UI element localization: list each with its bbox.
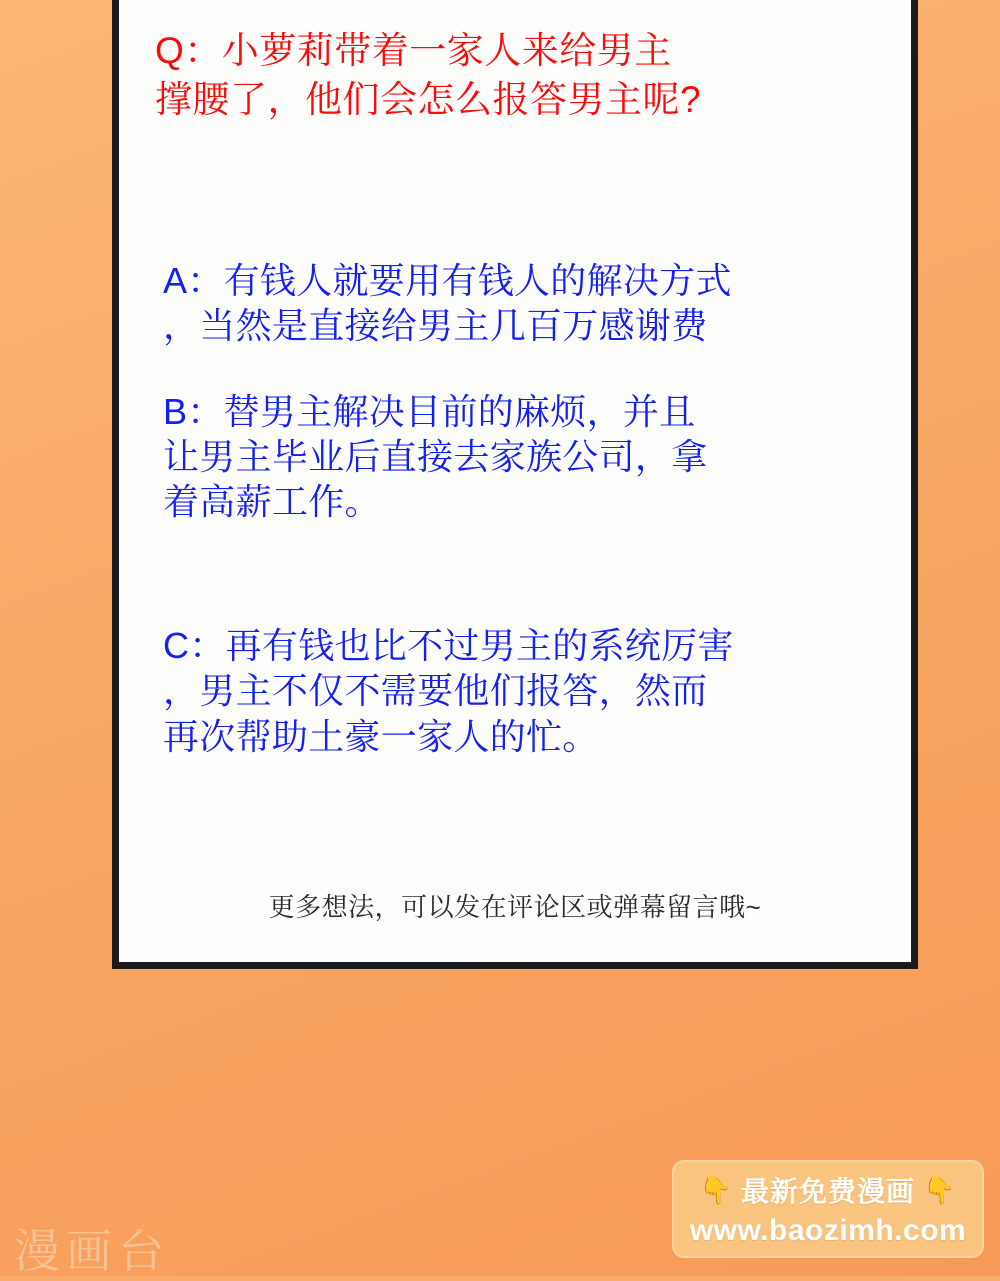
badge-url[interactable]: www.baozimh.com bbox=[689, 1214, 967, 1247]
badge-headline-row bbox=[700, 1170, 957, 1210]
answer-line: A：有钱人就要用有钱人的解决方式 bbox=[163, 260, 732, 301]
question-block bbox=[155, 26, 885, 124]
answer-line: ，当然是直接给男主几百万感谢费 bbox=[163, 305, 708, 347]
answer-line: B：替男主解决目前的麻烦，并且 bbox=[163, 390, 696, 432]
answer-line: C：再有钱也比不过男主的系统厉害 bbox=[163, 624, 734, 666]
answer-line: 让男主毕业后直接去家族公司，拿 bbox=[163, 436, 708, 478]
answer-line: 着高薪工作。 bbox=[163, 481, 381, 523]
pointing-hand-down-icon: 👇 bbox=[699, 1174, 733, 1205]
site-watermark-badge[interactable] bbox=[672, 1160, 984, 1258]
answer-option-b bbox=[163, 389, 889, 525]
watermark-left: 漫画台 bbox=[14, 1225, 170, 1277]
answer-line: 再次帮助土豪一家人的忙。 bbox=[163, 715, 599, 757]
qa-card bbox=[112, 0, 918, 969]
pointing-hand-down-icon: 👇 bbox=[923, 1174, 957, 1205]
footnote-text: 更多想法，可以发在评论区或弹幕留言哦~ bbox=[268, 892, 762, 922]
answer-option-a bbox=[163, 258, 889, 349]
answer-line: ，男主不仅不需要他们报答，然而 bbox=[163, 670, 708, 712]
answer-option-c bbox=[163, 623, 889, 759]
answers-list bbox=[163, 258, 889, 793]
question-line: 撑腰了，他们会怎么报答男主呢? bbox=[155, 79, 702, 121]
question-line: Q：小萝莉带着一家人来给男主 bbox=[155, 30, 672, 71]
badge-headline: 最新免费漫画 bbox=[740, 1176, 915, 1207]
